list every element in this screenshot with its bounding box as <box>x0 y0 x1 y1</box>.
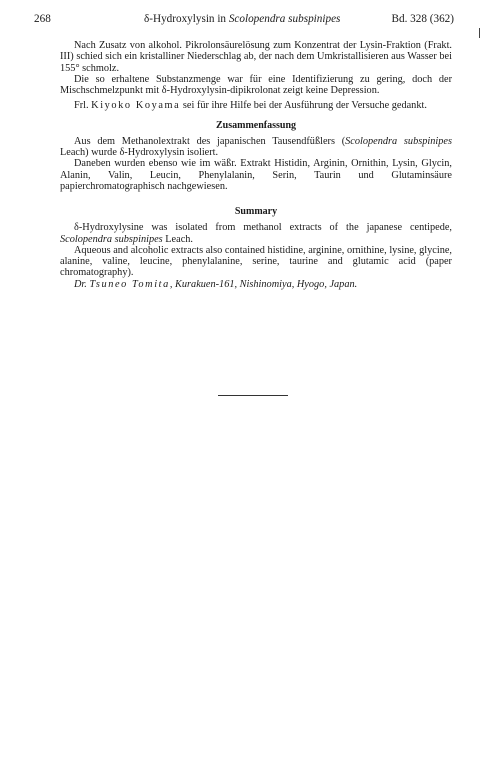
summary-p1-text-b: Leach. <box>162 233 193 245</box>
margin-mark <box>479 28 480 38</box>
end-rule <box>218 395 288 396</box>
running-title-text: δ-Hydroxylysin in <box>144 13 229 25</box>
acknowledgement <box>60 100 452 111</box>
acknowledgement-prefix: Frl. <box>74 100 92 112</box>
summary-p1-species: Scolopendra subspinipes <box>60 233 163 245</box>
summary-p1-text-a: δ-Hydroxylysine was isolated from methanol extracts of the japanese centipede, <box>74 222 452 234</box>
acknowledgement-text: sei für ihre Hilfe bei der Ausführung der Versuche gedankt. <box>180 100 427 112</box>
zusammenfassung-paragraph-2: Daneben wurden ebenso wie im wäßr. Extrakt Histidin, Arginin, Ornithin, Lysin, Glycin, Alanin, Valin, Leucin, Phenylalanin, Serin, Taurin und Glutaminsäure papierchromatographisch nachgewiesen. <box>60 158 452 192</box>
article-body <box>60 40 452 290</box>
zusammenfassung-p1-text-b: Leach) wurde δ-Hydroxylysin isoliert. <box>60 147 219 159</box>
summary-paragraph-1 <box>60 222 452 245</box>
address-rest: , Kurakuen-161, Nishinomiya, Hyogo, Japan. <box>169 278 358 290</box>
paragraph-pikrolon: Nach Zusatz von alkohol. Pikrolonsäurelösung zum Konzentrat der Lysin-Fraktion (Frakt. III) schied sich ein kristalliner Niederschlag ab, der nach dem Umkristallisieren aus Wasser bei 155° schmolz. <box>60 40 452 74</box>
running-title <box>144 13 340 25</box>
summary-paragraph-2: Aqueous and alcoholic extracts also contained histidine, arginine, ornithine, lysine, glycine, alanine, valine, leucine, phenylalanine, serine, taurine and glutamic acid (paper chromatography). <box>60 244 452 279</box>
zusammenfassung-p1-text-a: Aus dem Methanolextrakt des japanischen Tausendfüßlers ( <box>74 135 346 147</box>
page-number: 268 <box>34 13 51 25</box>
address-name: Tsuneo Tomita <box>89 278 170 290</box>
running-header <box>34 13 454 29</box>
volume-info: Bd. 328 (362) <box>391 13 454 25</box>
acknowledgement-name: Kiyoko Koyama <box>91 100 181 112</box>
zusammenfassung-paragraph-1 <box>60 136 452 159</box>
zusammenfassung-heading: Zusammenfassung <box>215 119 297 131</box>
author-address <box>60 279 452 290</box>
address-prefix: Dr. <box>74 278 90 290</box>
paragraph-substanzmenge: Die so erhaltene Substanzmenge war für eine Identifizierung zu gering, doch der Mischschmelzpunkt mit δ-Hydroxylysin-dipikrolonat zeigt keine Depression. <box>60 73 452 97</box>
running-title-species: Scolopendra subspinipes <box>228 13 341 25</box>
zusammenfassung-p1-species: Scolopendra subspinipes <box>345 135 452 147</box>
summary-heading: Summary <box>234 206 278 218</box>
